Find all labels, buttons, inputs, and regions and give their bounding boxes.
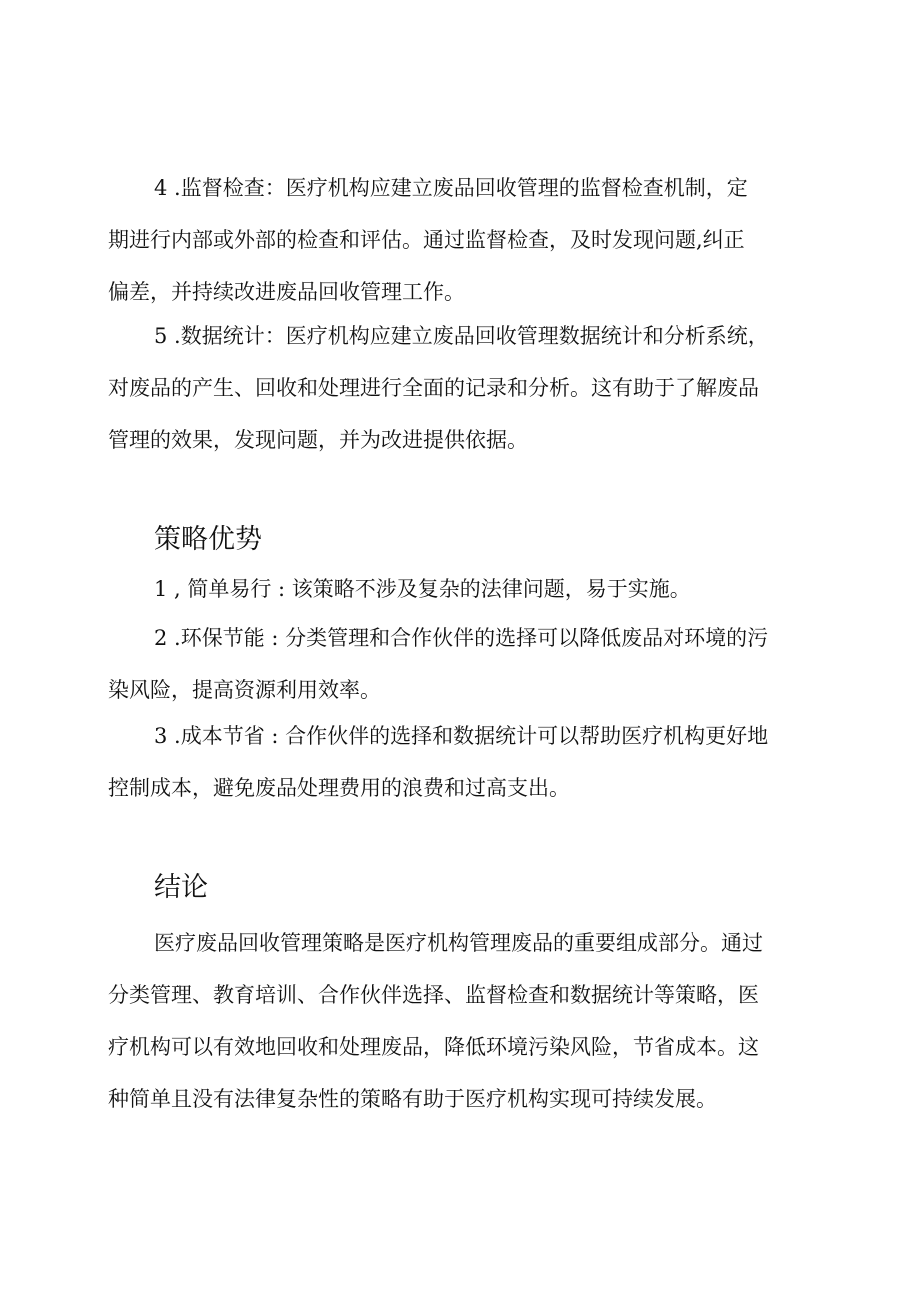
paragraph-line: 管理的效果，发现问题，并为改进提供依据。 [108,428,528,452]
paragraph-line: 4 .监督检查：医疗机构应建立废品回收管理的监督检查机制，定 [154,176,748,200]
section-heading-conclusion: 结论 [154,872,208,903]
paragraph-line: 分类管理、教育培训、合作伙伴选择、监督检查和数据统计等策略，医 [108,983,759,1007]
measure-item-5 [108,310,832,466]
paragraph-line: 期进行内部或外部的检查和评估。通过监督检查，及时发现问题,纠正 [108,228,745,252]
paragraph-line: 种简单且没有法律复杂性的策略有助于医疗机构实现可持续发展。 [108,1087,717,1111]
advantage-item-3 [108,710,832,814]
paragraph-line: 染风险，提高资源利用效率。 [108,678,381,702]
paragraph-line: 对废品的产生、回收和处理进行全面的记录和分析。这有助于了解废品 [108,376,759,400]
section-heading-advantages: 策略优势 [154,524,262,555]
paragraph-line: 5 .数据统计：医疗机构应建立废品回收管理数据统计和分析系统， [154,324,769,348]
paragraph-line: 3 .成本节省 : 合作伙伴的选择和数据统计可以帮助医疗机构更好地 [154,724,769,748]
advantage-item-2 [108,612,832,716]
paragraph-line: 疗机构可以有效地回收和处理废品，降低环境污染风险，节省成本。这 [108,1035,759,1059]
conclusion-paragraph [108,917,832,1125]
measure-item-4 [108,162,832,318]
paragraph-line: 医疗废品回收管理策略是医疗机构管理废品的重要组成部分。通过 [154,931,763,955]
advantage-item-1 [108,563,832,615]
paragraph-line: 2 .环保节能 : 分类管理和合作伙伴的选择可以降低废品对环境的污 [154,626,769,650]
paragraph-line: 控制成本，避免废品处理费用的浪费和过高支出。 [108,776,570,800]
paragraph-line: 1 , 简单易行 : 该策略不涉及复杂的法律问题，易于实施。 [154,577,691,601]
paragraph-line: 偏差，并持续改进废品回收管理工作。 [108,280,465,304]
